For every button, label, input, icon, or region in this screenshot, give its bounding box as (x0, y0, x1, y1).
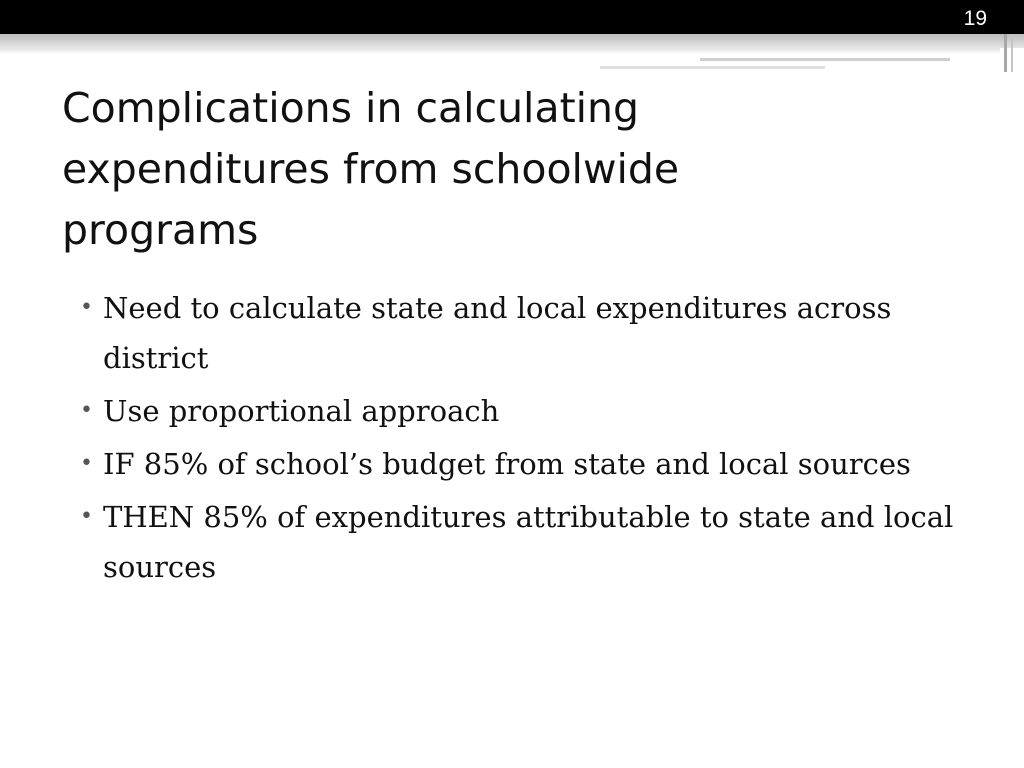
header-band-shadow (0, 48, 1000, 54)
header-accent-line (700, 58, 950, 61)
bullet-item (80, 386, 960, 436)
header-gray-band (0, 34, 1024, 48)
bullet-dot-icon: • (80, 451, 93, 476)
bullet-item (80, 439, 960, 489)
bullet-list (80, 283, 960, 595)
slide-number: 19 (963, 7, 987, 30)
bullet-item (80, 492, 960, 592)
bullet-text: Need to calculate state and local expenditures across district (103, 291, 892, 375)
header-accent-line-short (600, 66, 825, 69)
header-vertical-rule (1004, 34, 1007, 72)
bullet-text: THEN 85% of expenditures attributable to state and local sources (103, 500, 954, 584)
bullet-text: Use proportional approach (103, 394, 500, 428)
header-vertical-rule-2 (1011, 34, 1013, 72)
slide-title: Complications in calculating expenditures from schoolwide programs (62, 84, 680, 254)
bullet-dot-icon: • (80, 504, 93, 529)
bullet-item (80, 283, 960, 383)
bullet-dot-icon: • (80, 295, 93, 320)
bullet-text: IF 85% of school’s budget from state and local sources (103, 447, 911, 481)
header-black-bar (0, 0, 1024, 34)
bullet-dot-icon: • (80, 398, 93, 423)
